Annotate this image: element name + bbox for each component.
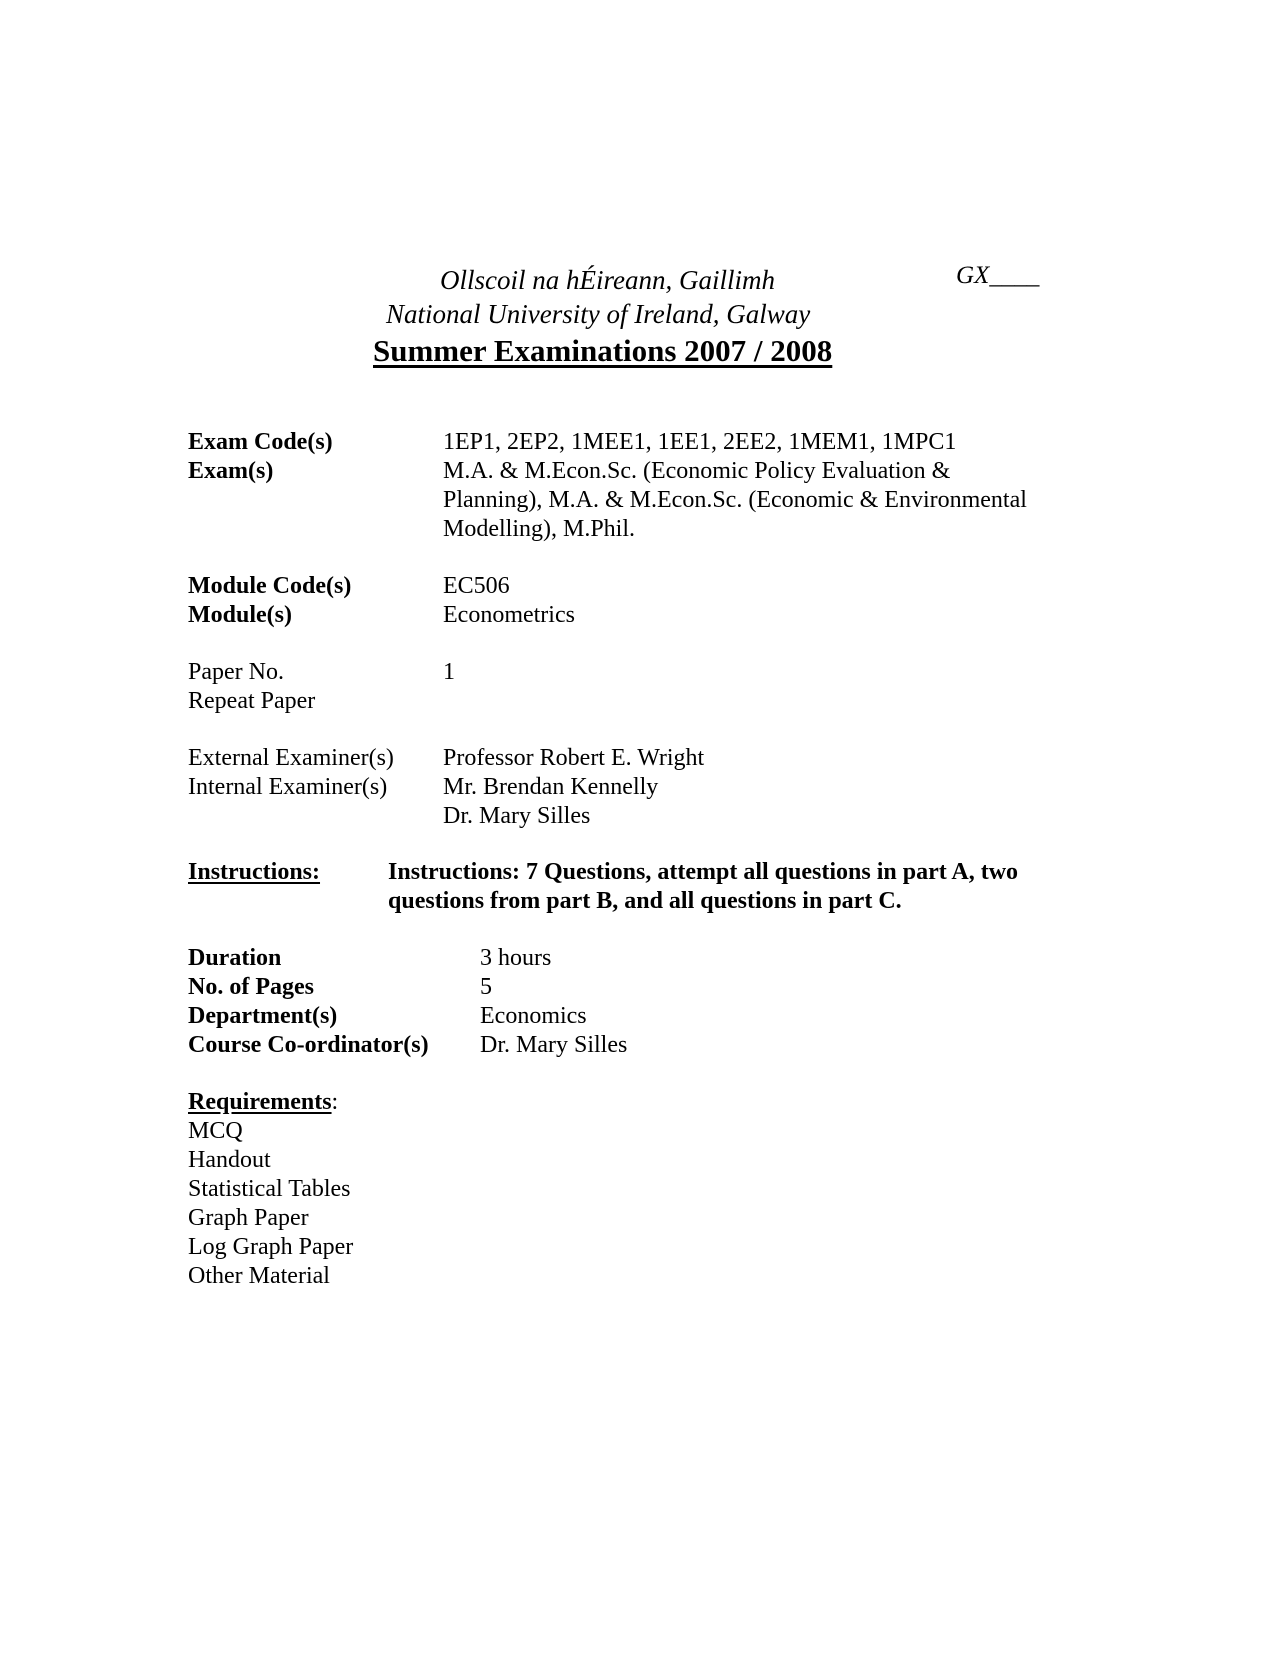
exam-labels [188,428,333,486]
requirement-item: Statistical Tables [188,1176,351,1202]
gx-code: GX____ [956,262,1040,289]
module-code-label: Module Code(s) [188,573,352,599]
internal-examiner-value: Mr. Brendan Kennelly [443,774,659,800]
module-name-value: Econometrics [443,602,575,628]
external-examiner-label: External Examiner(s) [188,745,394,771]
requirement-item: Other Material [188,1263,330,1289]
examiner-values [443,744,704,831]
exam-code-label: Exam Code(s) [188,429,333,455]
requirement-item: Handout [188,1147,271,1173]
department-label: Department(s) [188,1003,338,1029]
exam-values [443,428,1027,544]
pages-label: No. of Pages [188,974,314,1000]
requirement-item: Log Graph Paper [188,1234,354,1260]
details-values [480,944,627,1060]
exam-code-value: 1EP1, 2EP2, 1MEE1, 1EE1, 2EE2, 1MEM1, 1MPC1 [443,429,957,455]
duration-label: Duration [188,945,282,971]
exam-name-line: Modelling), M.Phil. [443,516,636,542]
details-labels [188,944,429,1060]
repeat-paper-label: Repeat Paper [188,688,316,714]
page-title: Summer Examinations 2007 / 2008 [373,333,833,368]
paper-labels [188,658,315,716]
examiner-labels [188,744,394,802]
module-code-value: EC506 [443,573,510,599]
module-values [443,572,575,630]
paper-values [443,658,455,687]
requirement-item: MCQ [188,1118,243,1144]
external-examiner-value: Professor Robert E. Wright [443,745,705,771]
requirements-heading [188,1088,353,1117]
module-labels [188,572,351,630]
requirements-label: Requirements [188,1089,332,1115]
internal-examiner-value: Dr. Mary Silles [443,803,591,829]
pages-value: 5 [480,974,492,1000]
university-english-name: National University of Ireland, Galway [386,299,811,329]
exam-name-line: Planning), M.A. & M.Econ.Sc. (Economic & Environmental [443,487,1027,513]
internal-examiner-label: Internal Examiner(s) [188,774,388,800]
paper-no-label: Paper No. [188,659,284,685]
university-irish-name: Ollscoil na hÉireann, Gaillimh [440,265,775,295]
instructions-line: questions from part B, and all questions in part C. [388,888,902,914]
requirements-section [188,1088,353,1291]
coordinator-value: Dr. Mary Silles [480,1032,628,1058]
instructions-text [388,858,1018,916]
department-value: Economics [480,1003,587,1029]
instructions-line: Instructions: 7 Questions, attempt all questions in part A, two [388,859,1019,885]
duration-value: 3 hours [480,945,552,971]
paper-no-value: 1 [443,659,455,685]
module-name-label: Module(s) [188,602,292,628]
exam-name-line: M.A. & M.Econ.Sc. (Economic Policy Evaluation & [443,458,951,484]
instructions-label: Instructions: [188,859,321,885]
exam-name-label: Exam(s) [188,458,274,484]
coordinator-label: Course Co-ordinator(s) [188,1032,429,1058]
requirement-item: Graph Paper [188,1205,309,1231]
requirements-colon: : [331,1089,339,1115]
